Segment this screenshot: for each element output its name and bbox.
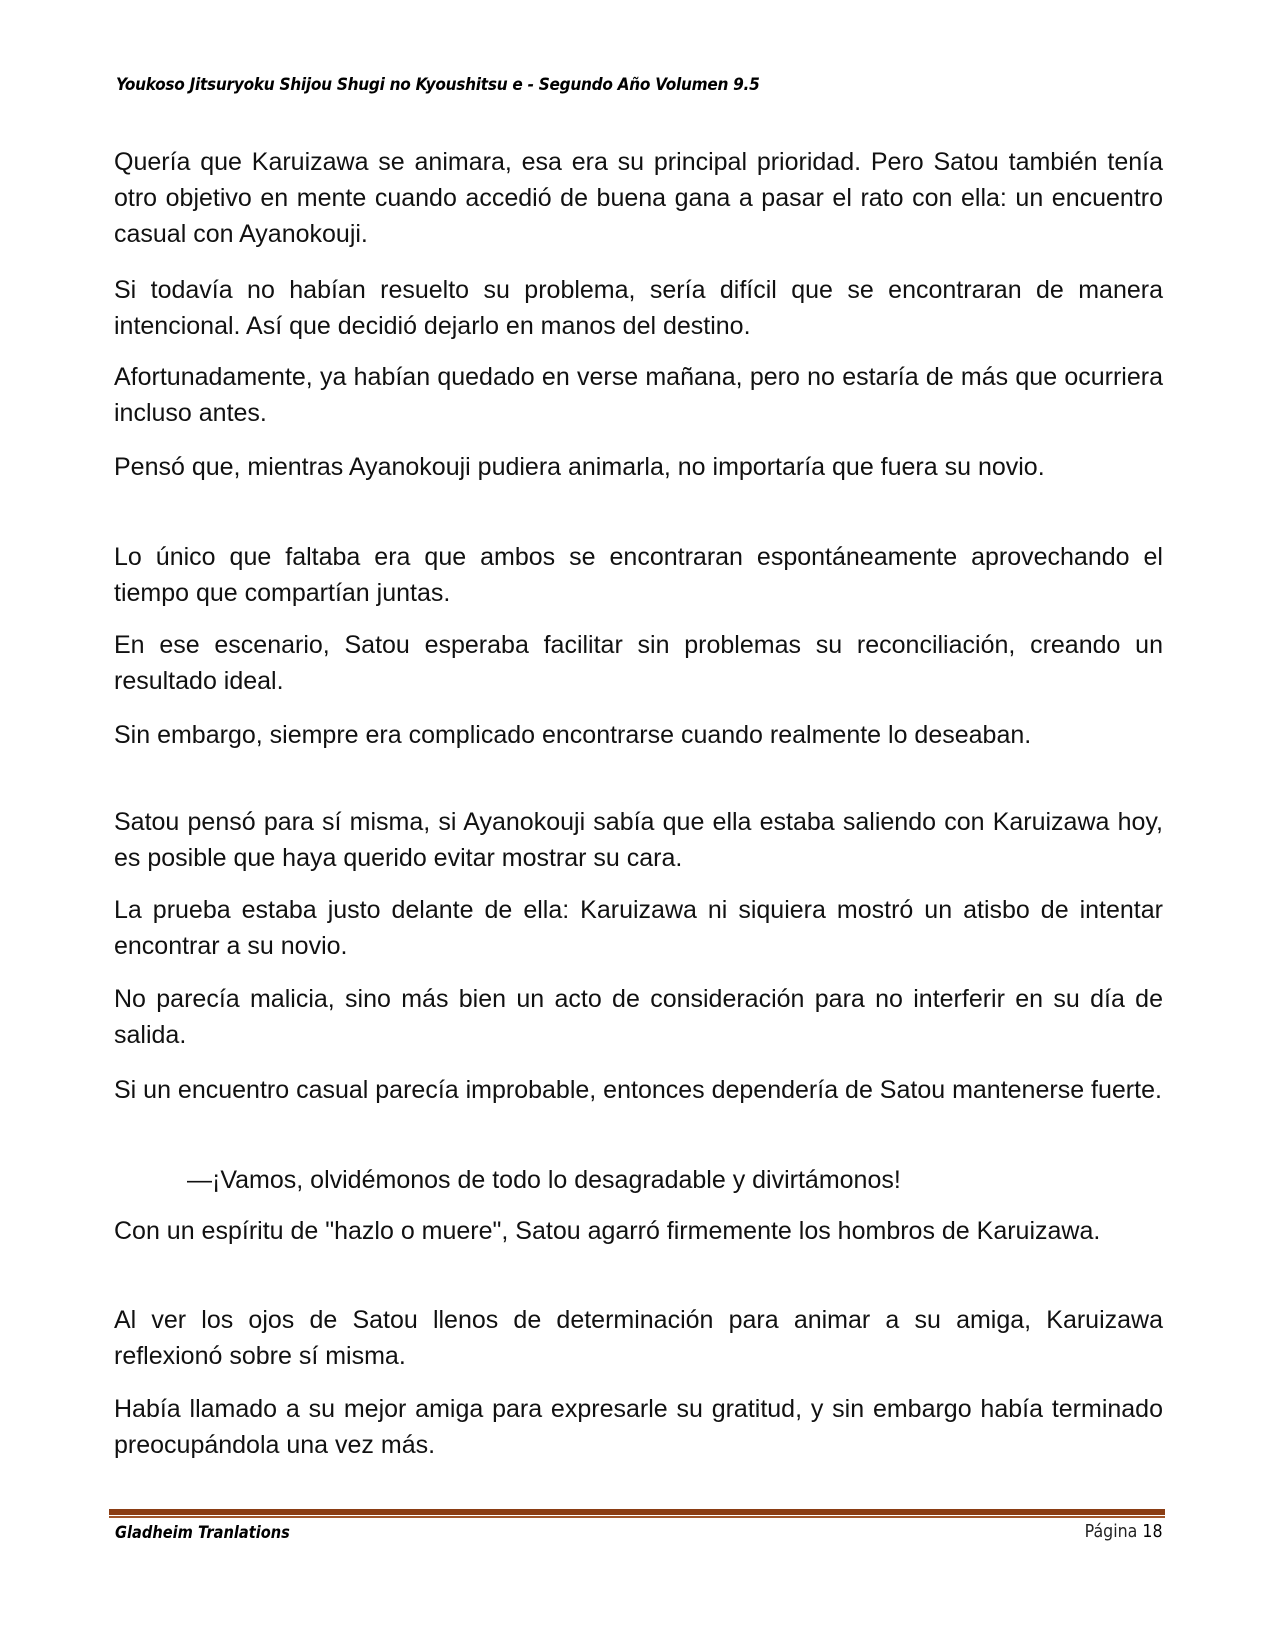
paragraph: Quería que Karuizawa se animara, esa era su principal prioridad. Pero Satou también tenía otro objetivo en mente cuando accedió de buena gana a pasar el rato con ella: un encuentro casual con Ayanokouji. xyxy=(114,148,1163,248)
paragraph: Al ver los ojos de Satou llenos de determinación para animar a su amiga, Karuizawa reflexionó sobre sí misma. xyxy=(114,1306,1163,1370)
page-label: Página xyxy=(1085,1521,1138,1542)
footer-rule xyxy=(109,1509,1165,1515)
paragraph: Satou pensó para sí misma, si Ayanokouji sabía que ella estaba saliendo con Karuizawa hoy, es posible que haya querido evitar mostrar su cara. xyxy=(114,808,1163,872)
footer-rule-thin xyxy=(109,1516,1165,1518)
paragraph: Afortunadamente, ya habían quedado en verse mañana, pero no estaría de más que ocurriera incluso antes. xyxy=(114,363,1163,427)
paragraph: Había llamado a su mejor amiga para expresarle su gratitud, y sin embargo había terminado preocupándola una vez más. xyxy=(114,1395,1163,1459)
paragraph: Si un encuentro casual parecía improbable, entonces dependería de Satou mantenerse fuerte. xyxy=(114,1076,1162,1104)
paragraph: Pensó que, mientras Ayanokouji pudiera animarla, no importaría que fuera su novio. xyxy=(114,453,1045,481)
paragraph: No parecía malicia, sino más bien un acto de consideración para no interferir en su día de salida. xyxy=(114,985,1163,1049)
paragraph: En ese escenario, Satou esperaba facilitar sin problemas su reconciliación, creando un resultado ideal. xyxy=(114,631,1163,695)
page-number xyxy=(1085,1520,1163,1544)
page-number-value: 18 xyxy=(1142,1521,1163,1542)
dialogue-line: —¡Vamos, olvidémonos de todo lo desagradable y divirtámonos! xyxy=(187,1166,901,1194)
footer-credit: Gladheim Tranlations xyxy=(115,1523,290,1543)
paragraph: Lo único que faltaba era que ambos se encontraran espontáneamente aprovechando el tiempo que compartían juntas. xyxy=(114,543,1163,607)
paragraph: Con un espíritu de "hazlo o muere", Satou agarró firmemente los hombros de Karuizawa. xyxy=(114,1217,1101,1245)
paragraph: La prueba estaba justo delante de ella: Karuizawa ni siquiera mostró un atisbo de intentar encontrar a su novio. xyxy=(114,896,1163,960)
paragraph: Si todavía no habían resuelto su problema, sería difícil que se encontraran de manera intencional. Así que decidió dejarlo en manos del destino. xyxy=(114,276,1163,340)
running-header: Youkoso Jitsuryoku Shijou Shugi no Kyoushitsu e - Segundo Año Volumen 9.5 xyxy=(116,75,760,94)
paragraph: Sin embargo, siempre era complicado encontrarse cuando realmente lo deseaban. xyxy=(114,721,1032,749)
